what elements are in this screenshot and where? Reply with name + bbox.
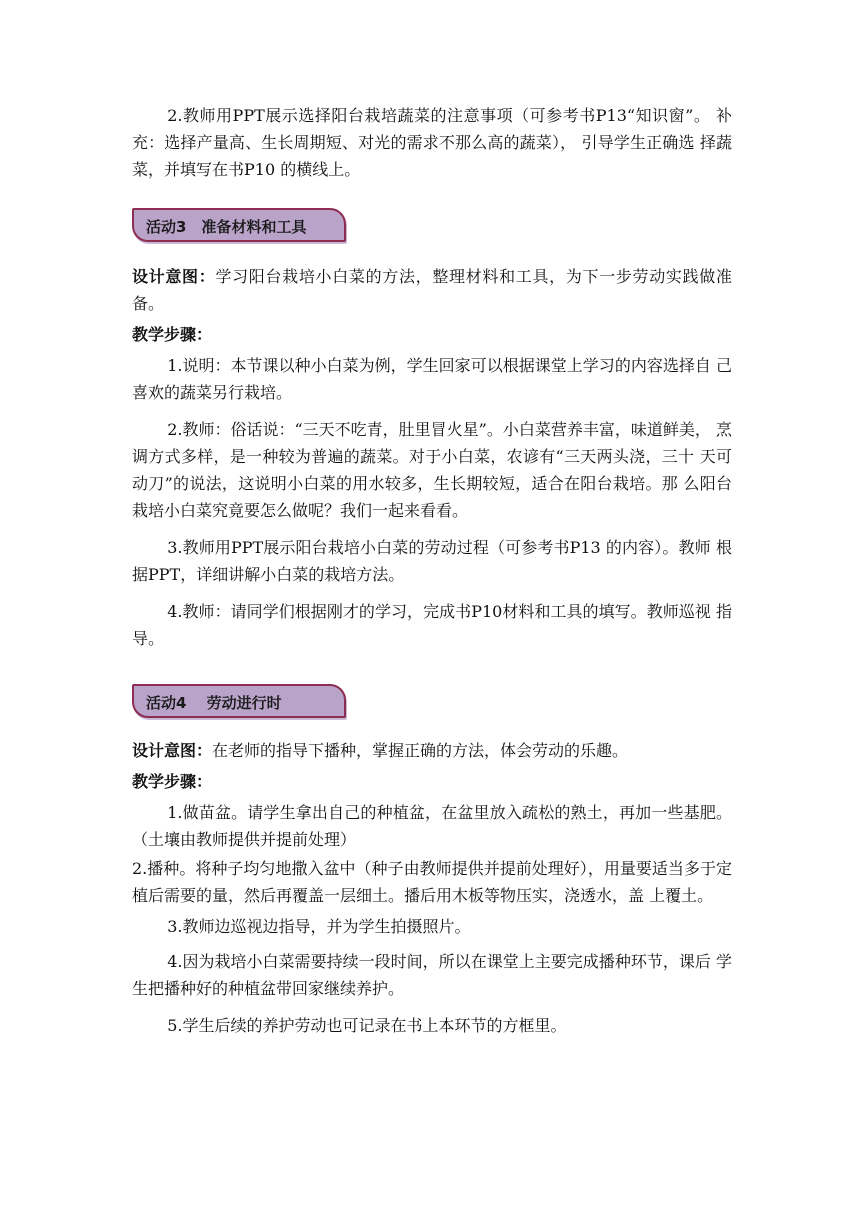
activity4-step-3: 3.教师边巡视边指导，并为学生拍摄照片。 [167, 917, 471, 936]
activity3-title: 活动3 准备材料和工具 [146, 218, 307, 236]
activity4-design-label: 设计意图： [132, 741, 213, 760]
activity3-section [132, 263, 732, 652]
activity3-step-3: 3.教师用PPT展示阳台栽培小白菜的劳动过程（可参考书P13 的内容）。教师 根据PPT，详细讲解小白菜的栽培方法。 [132, 538, 732, 584]
activity3-step-1: 1.说明：本节课以种小白菜为例，学生回家可以根据课堂上学习的内容选择自 己喜欢的蔬菜另行栽培。 [132, 356, 732, 402]
intro-paragraph-2: 2.教师用PPT展示选择阳台栽培蔬菜的注意事项（可参考书P13“知识窗”。 补充：选择产量高、生长周期短、对光的需求不那么高的蔬菜）， 引导学生正确选 择蔬菜，并填写在书P10 的横线上。 [132, 106, 732, 179]
activity4-step-4: 4.因为栽培小白菜需要持续一段时间，所以在课堂上主要完成播种环节，课后 学生把播种好的种植盆带回家继续养护。 [132, 952, 732, 998]
activity3-banner [132, 208, 346, 242]
activity3-design-label: 设计意图： [132, 267, 216, 286]
activity4-steps-label: 教学步骤： [132, 772, 213, 791]
activity4-step-2: 2.播种。将种子均匀地撒入盆中（种子由教师提供并提前处理好），用量要适当多于定植后需要的量，然后再覆盖一层细土。播后用木板等物压实，浇透水，盖 上覆土。 [132, 859, 732, 905]
activity3-step-4: 4.教师：请同学们根据刚才的学习，完成书P10材料和工具的填写。教师巡视 指导。 [132, 602, 732, 648]
activity3-step-2: 2.教师：俗话说：“三天不吃青，肚里冒火星”。小白菜营养丰富，味道鲜美， 烹调方式多样，是一种较为普遍的蔬菜。对于小白菜，农谚有“三天两头浇，三十 天可动刀”的说法，这说明小白菜的用水较多，生长期较短，适合在阳台栽培。那 么阳台栽培小白菜究竟要怎么做呢？我们一起来看看。 [132, 420, 732, 520]
activity3-steps-label: 教学步骤： [132, 325, 213, 344]
activity4-step-1: 1.做苗盆。请学生拿出自己的种植盆，在盆里放入疏松的熟土，再加一些基肥。 （土壤由教师提供并提前处理） [132, 803, 732, 849]
activity3-design-text: 学习阳台栽培小白菜的方法，整理材料和工具，为下一步劳动实践做准 备。 [132, 267, 732, 313]
activity3-design [132, 263, 732, 317]
activity4-step-5: 5.学生后续的养护劳动也可记录在书上本环节的方框里。 [167, 1016, 567, 1035]
activity4-design [132, 737, 732, 764]
activity4-title: 活动4 劳动进行时 [146, 694, 282, 712]
activity4-banner [132, 684, 346, 718]
intro-section [132, 102, 732, 183]
activity4-section [132, 737, 732, 1039]
activity4-design-text: 在老师的指导下播种，掌握正确的方法，体会劳动的乐趣。 [212, 741, 629, 760]
